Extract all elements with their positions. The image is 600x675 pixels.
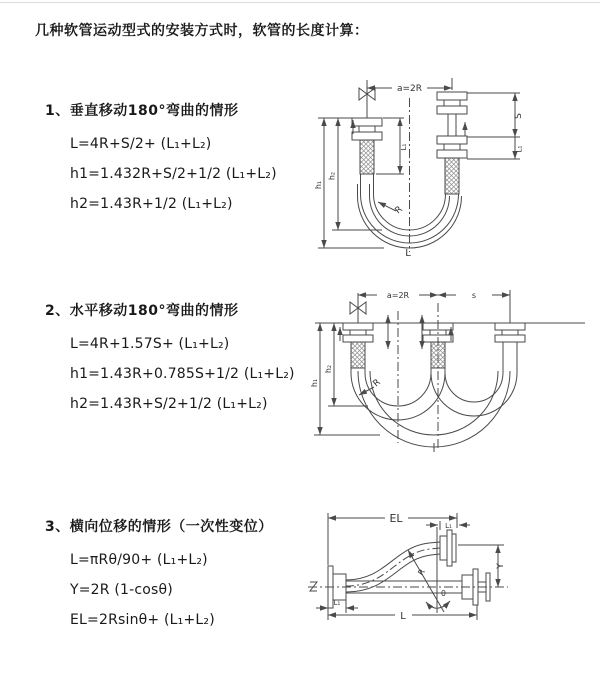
section-3-formula-Y: Y=2R (1-cosθ)	[70, 582, 173, 598]
braid-section	[445, 158, 459, 194]
radius-label: R	[371, 377, 383, 390]
dim-label-h1: h₁	[310, 378, 319, 388]
section-2-formula-h2: h2=1.43R+S/2+1/2 (L₁+L₂)	[70, 396, 268, 412]
diagram-vertical-u-bend	[312, 72, 588, 257]
dim-label-y: Y	[496, 563, 506, 569]
section-horizontal-movement	[45, 300, 295, 419]
radius-label: R	[416, 567, 427, 578]
dim-label-a2r: a=2R	[386, 291, 410, 300]
length-label: L	[400, 611, 406, 622]
flange-fitting	[437, 136, 467, 144]
section-3-formula-L: L=πRθ/90+ (L₁+L₂)	[70, 552, 208, 568]
dim-label-h2: h₂	[327, 171, 337, 181]
radius-label: R	[393, 204, 405, 217]
section-vertical-movement	[45, 100, 277, 219]
diagram-2-linework	[314, 290, 585, 452]
dim-label-shift: s	[471, 291, 477, 300]
hose-curve-extreme	[358, 371, 510, 447]
dim-label-l1-left: L₁	[333, 599, 341, 607]
section-2-formula-L: L=4R+1.57S+ (L₁+L₂)	[70, 336, 230, 352]
section-3-heading: 3、横向位移的情形（一次性变位）	[45, 519, 273, 535]
dim-label-h2: h₂	[324, 364, 333, 374]
flange-fitting	[343, 323, 373, 330]
section-3-formula-EL: EL=2Rsinθ+ (L₁+L₂)	[70, 612, 215, 628]
length-label: L	[405, 248, 411, 257]
flange-fitting	[437, 92, 467, 100]
dim-label-s: S	[514, 113, 524, 119]
diagram-1-linework	[318, 78, 520, 252]
diagram-horizontal-u-bend	[310, 283, 590, 453]
page-title: 几种软管运动型式的安装方式时，软管的长度计算：	[35, 23, 369, 39]
diagram-1-labels	[314, 84, 524, 257]
dim-label-el: EL	[389, 512, 403, 525]
dim-label-h1: h₁	[314, 180, 323, 190]
angle-label: θ	[441, 589, 446, 598]
page-top-edge	[0, 2, 600, 3]
section-1-formula-h2: h2=1.43R+1/2 (L₁+L₂)	[70, 196, 233, 212]
section-1-formula-L: L=4R+S/2+ (L₁+L₂)	[70, 136, 212, 152]
dim-label-l1-fitting: L₁	[400, 143, 408, 151]
section-2-heading: 2、水平移动180°弯曲的情形	[45, 303, 239, 319]
section-1-formula-h1: h1=1.432R+S/2+1/2 (L₁+L₂)	[70, 166, 277, 182]
braid-section	[360, 140, 374, 174]
braid-section	[351, 342, 365, 368]
diagram-3-labels	[334, 512, 506, 622]
dim-label-a2r: a=2R	[396, 84, 423, 94]
dim-label-l1-right: L₁	[515, 145, 524, 153]
flange-fitting	[495, 323, 525, 330]
flange-plate	[447, 530, 452, 566]
diagram-lateral-offset	[300, 503, 598, 643]
braid-section	[431, 342, 445, 368]
section-lateral-offset	[45, 516, 273, 635]
section-1-heading: 1、垂直移动180°弯曲的情形	[45, 103, 239, 119]
section-2-formula-h1: h1=1.43R+0.785S+1/2 (L₁+L₂)	[70, 366, 295, 382]
flange-fitting	[352, 118, 382, 126]
dim-label-l1-top: L₁	[445, 522, 452, 530]
